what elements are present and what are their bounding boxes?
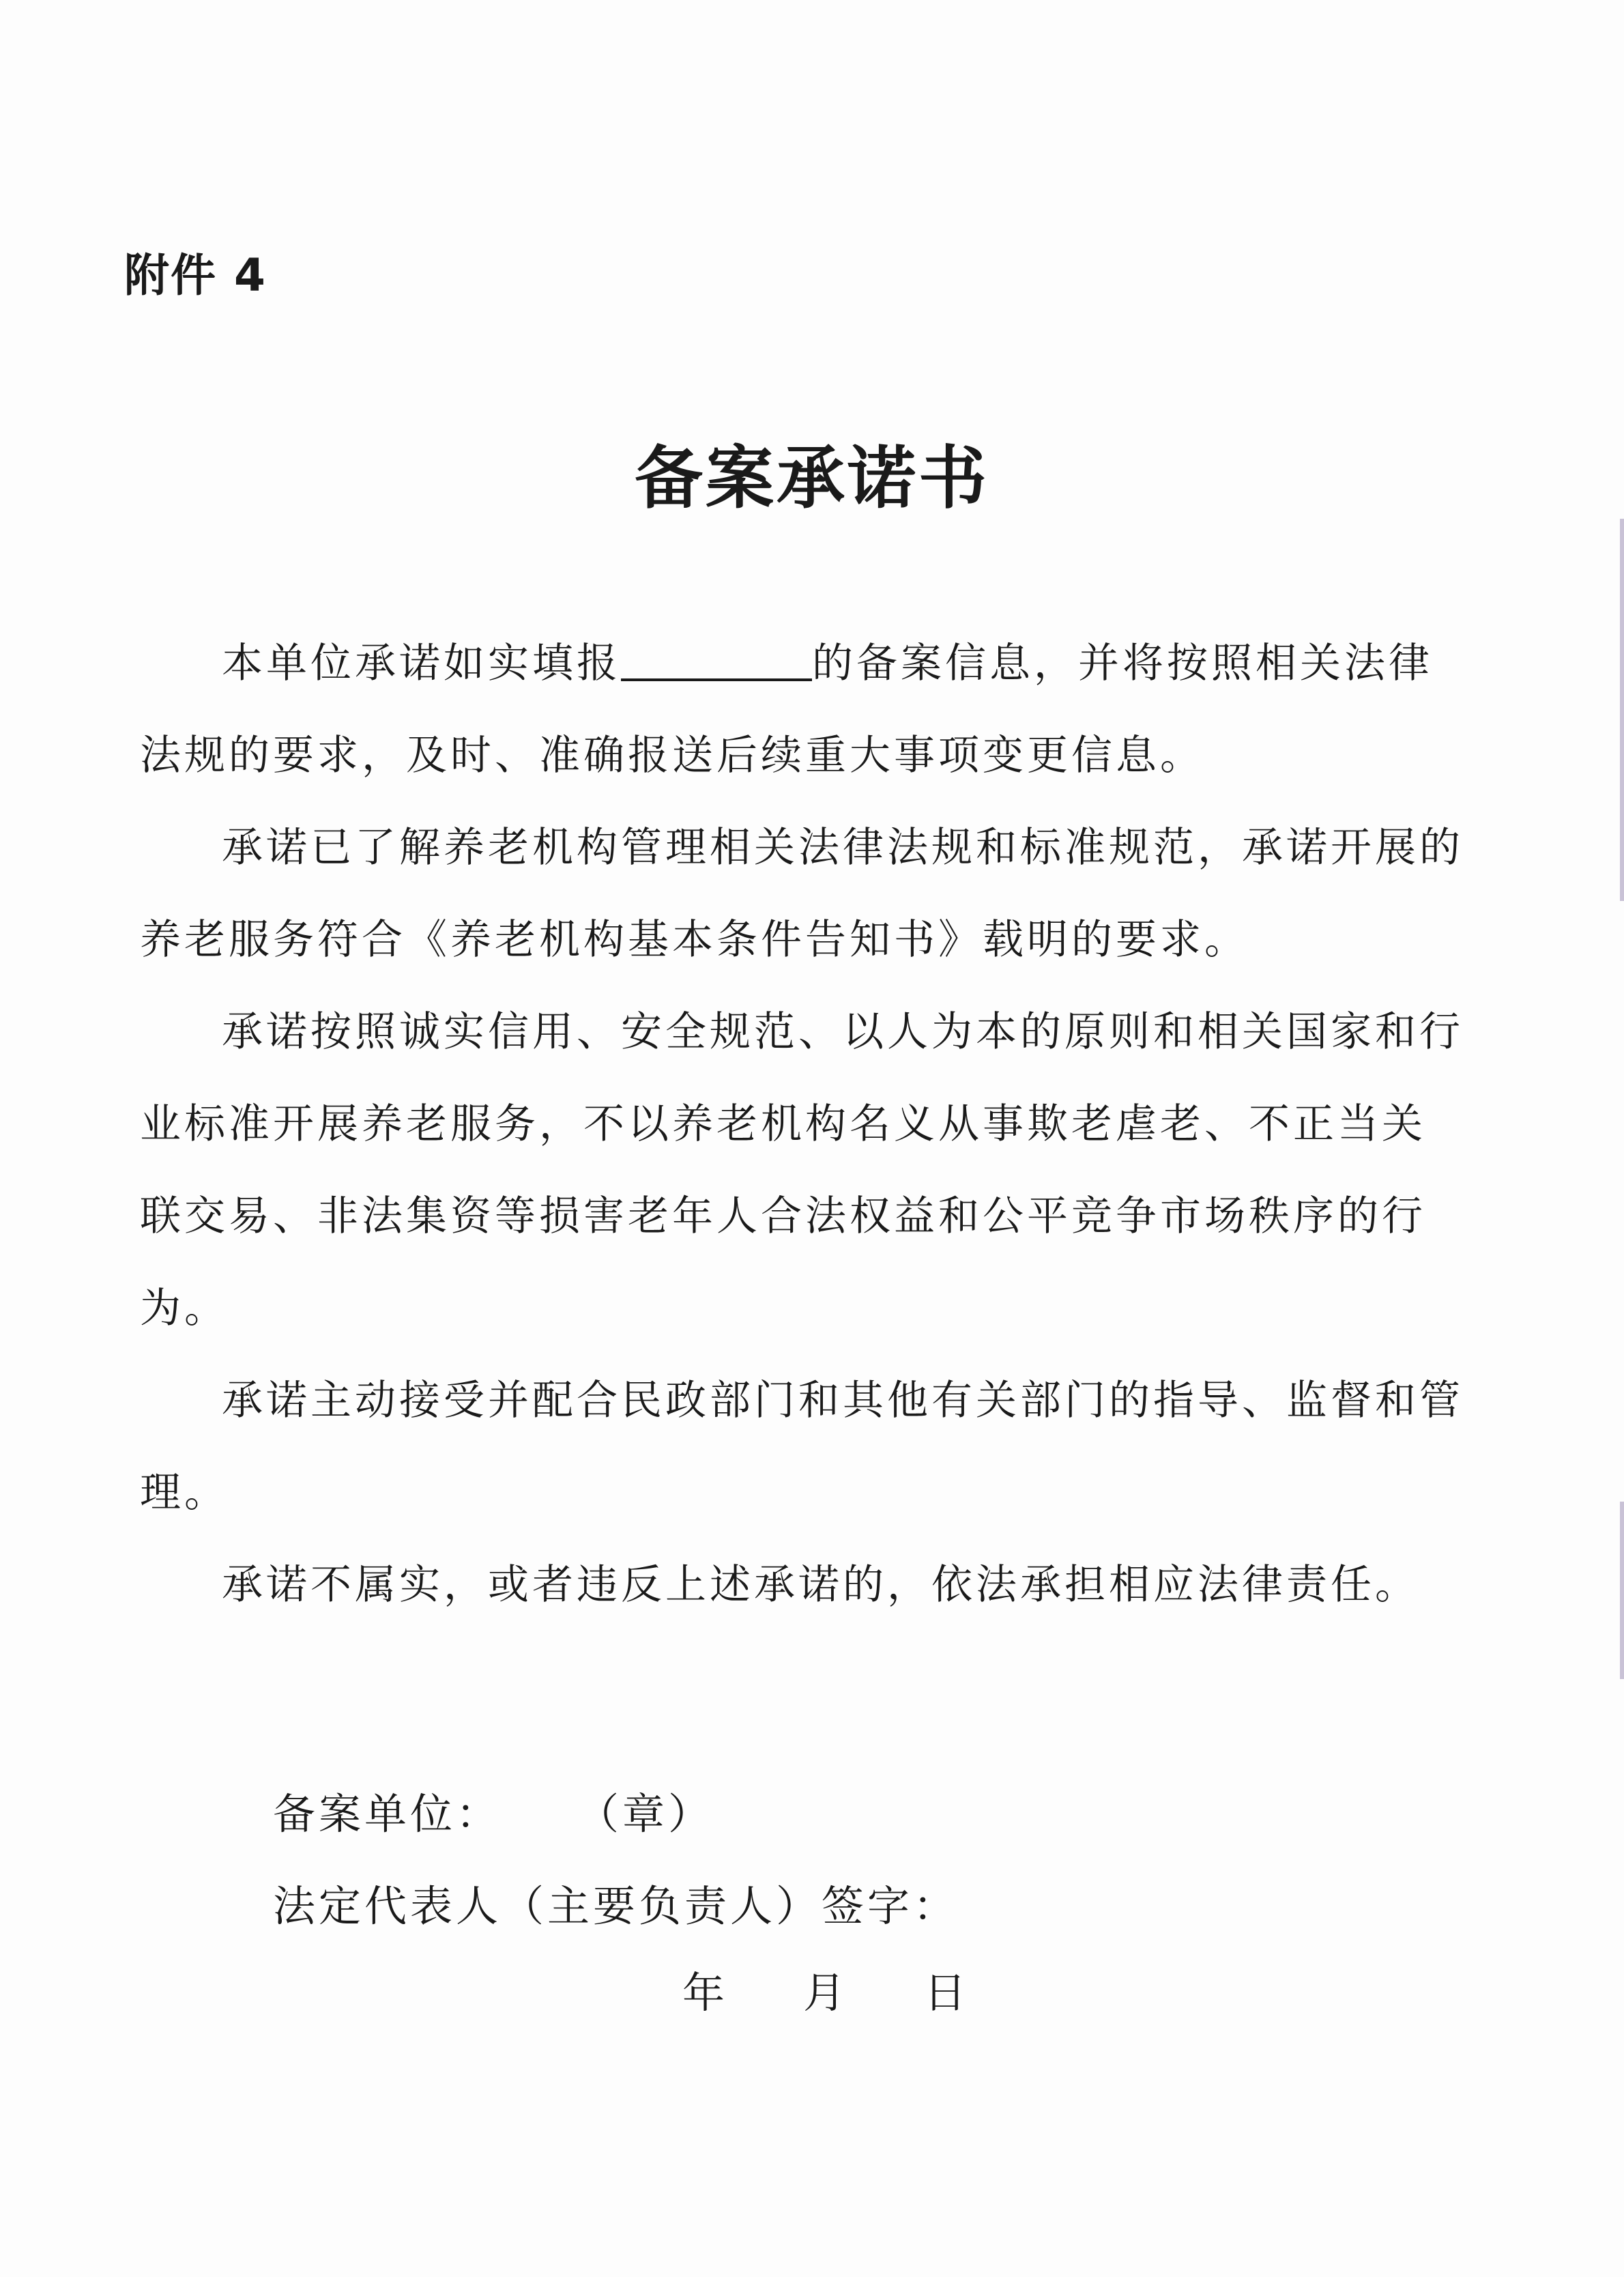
filing-unit-line <box>273 1768 959 1860</box>
signature-block <box>273 1768 959 1952</box>
filing-unit-label: 备案单位： <box>273 1789 502 1839</box>
date-month: 月 <box>803 1968 846 2018</box>
paragraph-1-rest: 的备案信息，并将按照相关法律法规的要求，及时、准确报送后续重大事项变更信息。 <box>140 640 1433 779</box>
representative-label: 法定代表人（主要负责人）签字： <box>273 1881 959 1931</box>
representative-line <box>273 1860 959 1952</box>
paragraph-2: 承诺已了解养老机构管理相关法律法规和标准规范，承诺开展的养老服务符合《养老机构基本条件告知书》载明的要求。 <box>140 824 1464 964</box>
commitment-body <box>140 618 1464 1631</box>
paragraph-4: 承诺主动接受并配合民政部门和其他有关部门的指导、监督和管理。 <box>140 1377 1464 1517</box>
date-line <box>682 1959 966 2020</box>
fill-in-blank <box>621 638 812 681</box>
scan-edge-mark <box>1620 1502 1624 1679</box>
document-title: 备案承诺书 <box>635 438 989 518</box>
paragraph-1 <box>140 618 1464 802</box>
paragraph-3: 承诺按照诚实信用、安全规范、以人为本的原则和相关国家和行业标准开展养老服务，不以养老机构名义从事欺老虐老、不正当关联交易、非法集资等损害老年人合法权益和公平竞争市场秩序的行为。 <box>140 1008 1464 1332</box>
seal-note: （章） <box>577 1789 714 1839</box>
date-day: 日 <box>924 1968 967 2018</box>
scan-edge-mark <box>1620 519 1624 901</box>
paragraph-1-lead: 本单位承诺如实填报 <box>222 640 621 687</box>
paragraph-5: 承诺不属实，或者违反上述承诺的，依法承担相应法律责任。 <box>222 1561 1419 1609</box>
attachment-label: 附件 4 <box>124 249 267 302</box>
date-year: 年 <box>682 1968 725 2018</box>
